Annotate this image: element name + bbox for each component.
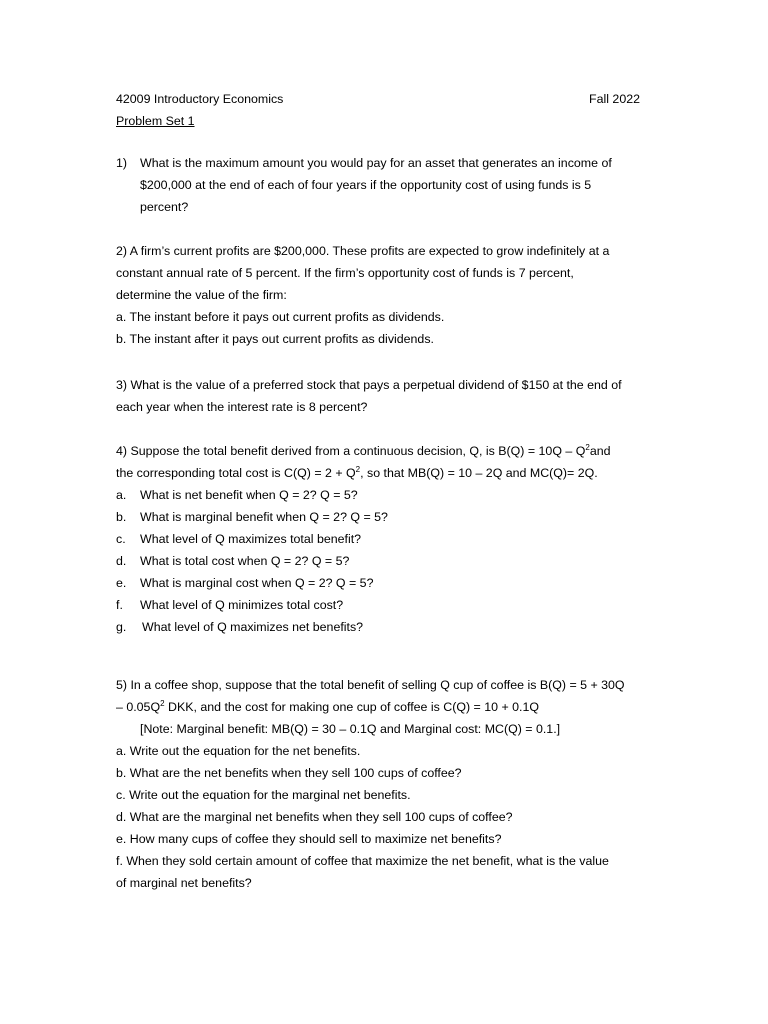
question-text-line: $200,000 at the end of each of four years if the opportunity cost of using funds is 5 bbox=[140, 178, 592, 192]
question-1 bbox=[116, 152, 646, 218]
sub-question: g. What level of Q maximizes net benefits? bbox=[116, 620, 364, 634]
sub-question: e. How many cups of coffee they should sell to maximize net benefits? bbox=[116, 832, 502, 846]
question-2 bbox=[116, 240, 646, 350]
term-label: Fall 2022 bbox=[589, 92, 640, 106]
question-text-line: determine the value of the firm: bbox=[116, 288, 287, 302]
sub-question: a. The instant before it pays out current profits as dividends. bbox=[116, 310, 445, 324]
question-text-line: What is the maximum amount you would pay for an asset that generates an income of bbox=[140, 156, 612, 170]
sub-question: b. What are the net benefits when they sell 100 cups of coffee? bbox=[116, 766, 462, 780]
question-3 bbox=[116, 374, 646, 418]
sub-question: of marginal net benefits? bbox=[116, 876, 252, 890]
question-text-line: 3) What is the value of a preferred stock that pays a perpetual dividend of $150 at the end of bbox=[116, 378, 622, 392]
question-text-line: the corresponding total cost is $C(Q) = 2 + Q^2$, so that MB(Q) = 10 – 2Q and MC(Q)= 2Q. bbox=[116, 464, 598, 480]
question-text-line: – $0.05Q^2$ DKK, and the cost for making one cup of coffee is C(Q) = 10 + 0.1Q bbox=[116, 698, 539, 714]
sub-question: a. What is net benefit when Q = 2? Q = 5? bbox=[116, 488, 358, 502]
question-text-line: percent? bbox=[140, 200, 189, 214]
problem-set-title: Problem Set 1 bbox=[116, 114, 195, 128]
sub-question: a. Write out the equation for the net benefits. bbox=[116, 744, 361, 758]
sub-question: c. Write out the equation for the marginal net benefits. bbox=[116, 788, 411, 802]
question-text-line: constant annual rate of 5 percent. If the firm’s opportunity cost of funds is 7 percent, bbox=[116, 266, 574, 280]
sub-question: e. What is marginal cost when Q = 2? Q = 5? bbox=[116, 576, 374, 590]
question-text-line: 5) In a coffee shop, suppose that the total benefit of selling Q cup of coffee is B(Q) = 5 + 30Q bbox=[116, 678, 625, 692]
sub-question: c. What level of Q maximizes total benefit? bbox=[116, 532, 362, 546]
question-text-line: 2) A firm’s current profits are $200,000. These profits are expected to grow indefinitely at a bbox=[116, 244, 610, 258]
question-5 bbox=[116, 674, 646, 894]
question-4 bbox=[116, 440, 646, 638]
question-text-line: 4) Suppose the total benefit derived from a continuous decision, Q, is $B(Q) = 10Q - Q^2and$ bbox=[116, 442, 611, 458]
sub-question: f. What level of Q minimizes total cost? bbox=[116, 598, 344, 612]
sub-question: f. When they sold certain amount of coffee that maximize the net benefit, what is the value bbox=[116, 854, 609, 868]
question-note: [Note: Marginal benefit: MB(Q) = 30 – 0.1Q and Marginal cost: MC(Q) = 0.1.] bbox=[140, 722, 561, 736]
question-number: 1) bbox=[116, 156, 128, 170]
sub-question: b. The instant after it pays out current profits as dividends. bbox=[116, 332, 434, 346]
sub-question: d. What are the marginal net benefits when they sell 100 cups of coffee? bbox=[116, 810, 513, 824]
sub-question: b. What is marginal benefit when Q = 2? Q = 5? bbox=[116, 510, 388, 524]
document-header bbox=[116, 91, 640, 107]
sub-question: d. What is total cost when Q = 2? Q = 5? bbox=[116, 554, 350, 568]
question-text-line: each year when the interest rate is 8 percent? bbox=[116, 400, 368, 414]
course-title: 42009 Introductory Economics bbox=[116, 92, 284, 106]
